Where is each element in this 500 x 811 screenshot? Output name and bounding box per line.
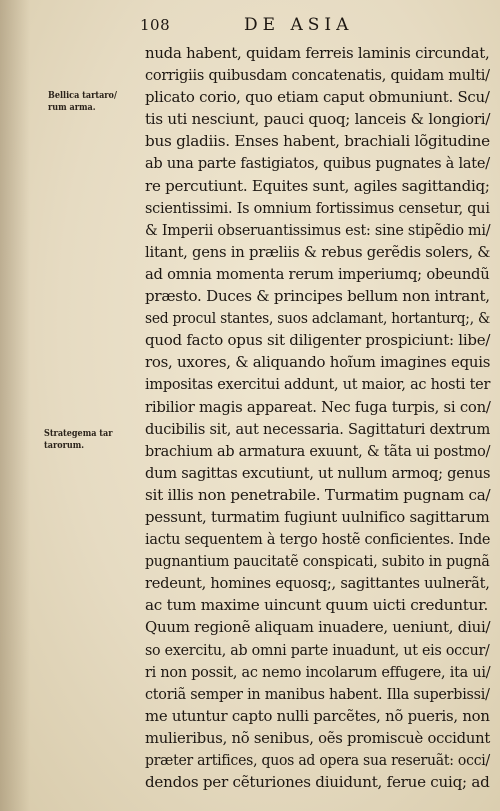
text-line: quod facto opus sit diligenter prospiciunt: libe/: [145, 331, 491, 350]
text-line: litant, gens in præliis & rebus gerẽdis solers, &: [145, 242, 491, 261]
text-line: mulieribus, nõ senibus, oẽs promiscuè occidunt: [145, 728, 491, 747]
margin-note-weapons: [48, 90, 117, 114]
text-line: re percutiunt. Equites sunt, agiles sagittandiq;: [145, 176, 490, 195]
text-line: so exercitu, ab omni parte inuadunt, ut eis occur/: [145, 640, 490, 659]
text-line: impositas exercitui addunt, ut maior, ac hosti ter: [145, 375, 491, 394]
margin-note-line: tarorum.: [44, 440, 85, 451]
margin-note-line: Strategema tar: [44, 428, 113, 439]
text-line: dum sagittas excutiunt, ut nullum armoq; genus: [145, 463, 491, 482]
text-line: nuda habent, quidam ferreis laminis circundat,: [145, 44, 490, 62]
text-line: scientissimi. Is omnium fortissimus censetur, qui: [145, 198, 490, 217]
page-number: 108: [140, 16, 171, 34]
text-line: ad omnia momenta rerum imperiumq; obeundũ: [145, 264, 490, 283]
binding-shadow: [0, 0, 30, 811]
text-line: ducibilis sit, aut necessaria. Sagittaturi dextrum: [145, 419, 491, 438]
text-line: me utuntur capto nulli parcẽtes, nõ pueris, non: [145, 706, 490, 725]
text-line: pessunt, turmatim fugiunt uulnifico sagittarum: [145, 507, 490, 526]
text-line: brachium ab armatura exuunt, & tãta ui postmo/: [145, 441, 491, 460]
text-line: sed procul stantes, suos adclamant, hortanturq;, &: [145, 309, 491, 328]
text-line: & Imperii obseruantissimus est: sine stipẽdio mi/: [145, 220, 491, 239]
text-line: sit illis non penetrabile. Turmatim pugnam ca/: [145, 485, 491, 504]
text-line: ros, uxores, & aliquando hoĩum imagines equis: [145, 353, 491, 372]
text-line: pugnantium paucitatẽ conspicati, subito in pugnã: [145, 552, 490, 571]
text-line: præsto. Duces & principes bellum non intrant,: [145, 287, 490, 306]
text-line: iactu sequentem à tergo hostẽ conficientes. Inde: [145, 530, 491, 549]
text-line: tis uti nesciunt, pauci quoq; lanceis & longiori/: [145, 110, 491, 129]
text-line: plicato corio, quo etiam caput obmuniunt. Scu/: [145, 88, 490, 107]
text-line: ribilior magis appareat. Nec fuga turpis, si con/: [145, 397, 491, 416]
text-line: bus gladiis. Enses habent, brachiali lõgitudine: [145, 132, 490, 151]
text-line: ab una parte fastigiatos, quibus pugnates à late/: [145, 154, 490, 173]
text-line: redeunt, homines equosq;, sagittantes uulnerãt,: [145, 574, 490, 593]
margin-note-strategem: [44, 428, 113, 452]
text-line: corrigiis quibusdam concatenatis, quidam multi/: [145, 66, 490, 85]
margin-note-line: rum arma.: [48, 102, 96, 113]
text-line: præter artifices, quos ad opera sua reseruãt: occi/: [145, 751, 491, 769]
text-line: ri non possit, ac nemo incolarum effugere, ita ui/: [145, 662, 491, 681]
text-line: dendos per cẽturiones diuidunt, ferue cuiq; ad: [145, 773, 490, 792]
main-text-block: [145, 42, 490, 793]
text-line: ac tum maxime uincunt quum uicti creduntur.: [145, 596, 489, 615]
page-header: [0, 16, 500, 38]
margin-note-line: Bellica tartaro/: [48, 90, 117, 101]
text-line: ctoriã semper in manibus habent. Illa superbissi/: [145, 684, 490, 703]
text-line: Quum regionẽ aliquam inuadere, ueniunt, diui/: [145, 618, 491, 637]
running-head: DE ASIA: [244, 15, 354, 35]
